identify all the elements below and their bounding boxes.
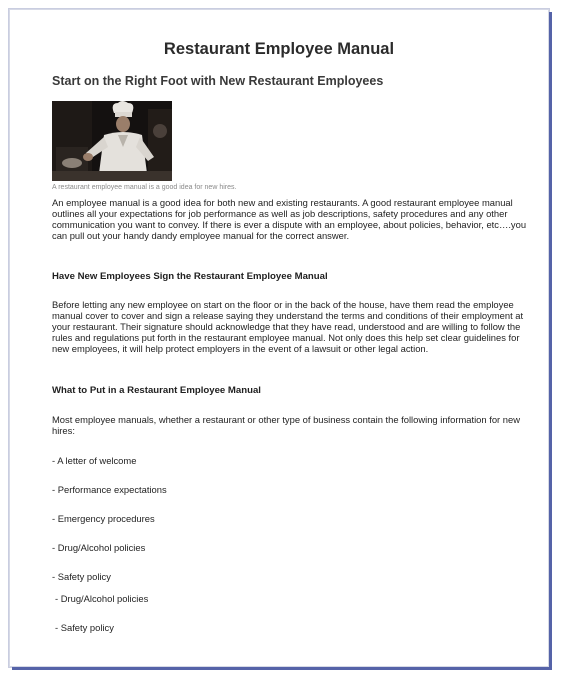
list-item: - Performance expectations: [52, 484, 167, 495]
section-body-what: Most employee manuals, whether a restaurant or other type of business contain the following information for new hires:: [52, 414, 520, 436]
document-title: Restaurant Employee Manual: [163, 40, 395, 58]
list-item: - Drug/Alcohol policies: [52, 542, 146, 553]
section-heading-sign: Have New Employees Sign the Restaurant Employee Manual: [52, 271, 328, 282]
section-heading-what: What to Put in a Restaurant Employee Manual: [52, 385, 261, 396]
photo-caption: A restaurant employee manual is a good idea for new hires.: [52, 184, 237, 191]
document-page: [9, 9, 549, 667]
list-item: - Drug/Alcohol policies: [55, 593, 149, 604]
chef-photo-graphic: [52, 101, 172, 181]
list-item: - A letter of welcome: [52, 455, 137, 466]
section-body-sign: Before letting any new employee on start on the floor or in the back of the house, have them read the employee manual cover to cover and sign a release saying they understand the terms and conditions of their employment at your restaurant. Their signature should acknowledge that they have read, understood and are willing to follow the rules and regulations put forth in the restaurant employee manual. Not only does this help set clear guidelines for new employees, it will help protect employers in the event of a lawsuit or other legal action.: [52, 299, 524, 354]
document-subtitle: Start on the Right Foot with New Restaurant Employees: [52, 74, 384, 88]
list-item: - Emergency procedures: [52, 513, 155, 524]
list-item: - Safety policy: [52, 571, 111, 582]
chef-photo: [52, 101, 172, 181]
list-item: - Safety policy: [55, 622, 114, 633]
intro-paragraph: An employee manual is a good idea for both new and existing restaurants. A good restaurant employee manual outlines all your expectations for job performance as well as job descriptions, safety procedures and any other communication you want to convey. If there is ever a dispute with an employee, about policies, behavior, etc….you can pull out your handy dandy employee manual for the correct answer.: [52, 197, 527, 241]
